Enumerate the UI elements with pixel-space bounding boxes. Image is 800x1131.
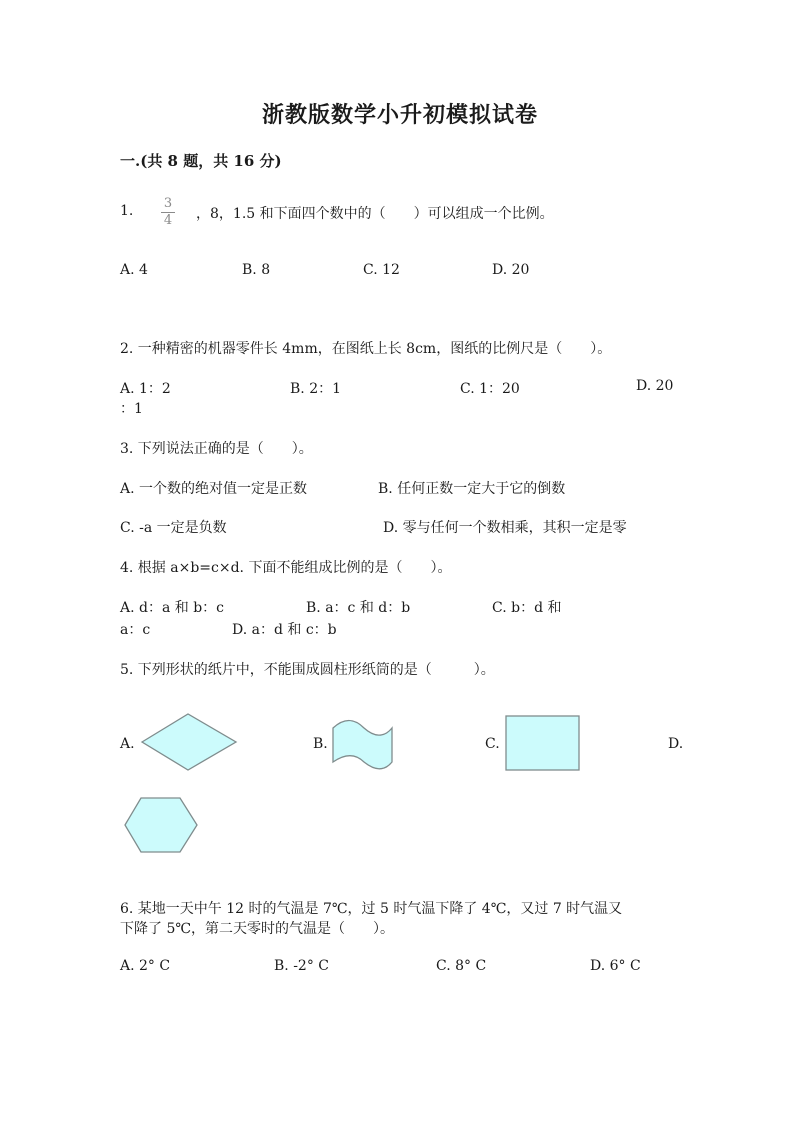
q4-option-c-continuation: a：c	[120, 622, 151, 638]
q4-option-c[interactable]: C. b：d 和	[492, 600, 562, 616]
q5-option-d[interactable]: D.	[668, 736, 684, 752]
q4-option-d[interactable]: D. a：d 和 c：b	[232, 622, 337, 638]
q2-text: 2. 一种精密的机器零件长 4mm，在图纸上长 8cm，图纸的比例尺是（ ）。	[120, 341, 612, 357]
q2-option-d[interactable]: D. 20	[636, 378, 674, 394]
q2-option-d-continuation: ：1	[120, 401, 143, 417]
q6-option-d[interactable]: D. 6° C	[590, 958, 641, 974]
q1-fraction-numerator: 3	[163, 196, 173, 211]
q4-text: 4. 根据 a×b=c×d. 下面不能组成比例的是（ ）。	[120, 560, 452, 576]
q1-number: 1.	[120, 203, 134, 219]
q4-option-b[interactable]: B. a：c 和 d：b	[306, 600, 411, 616]
section-heading: 一.(共 8 题，共 16 分)	[120, 152, 282, 170]
q1-option-d[interactable]: D. 20	[492, 262, 530, 278]
q1-text: ，8，1.5 和下面四个数中的（ ）可以组成一个比例。	[196, 206, 554, 222]
q1-option-b[interactable]: B. 8	[242, 262, 271, 278]
hexagon-shape	[122, 795, 200, 855]
q3-option-b[interactable]: B. 任何正数一定大于它的倒数	[378, 481, 566, 497]
q5-option-c[interactable]: C.	[485, 736, 500, 752]
q3-text: 3. 下列说法正确的是（ ）。	[120, 441, 313, 457]
q1-fraction-denominator: 4	[163, 213, 173, 228]
q5-option-a[interactable]: A.	[120, 736, 135, 752]
q3-option-c[interactable]: C. -a 一定是负数	[120, 520, 227, 536]
q6-option-a[interactable]: A. 2° C	[120, 958, 171, 974]
q4-option-a[interactable]: A. d：a 和 b：c	[120, 600, 225, 616]
q6-option-c[interactable]: C. 8° C	[436, 958, 487, 974]
q5-option-b[interactable]: B.	[313, 736, 328, 752]
q1-option-a[interactable]: A. 4	[120, 262, 148, 278]
q5-text: 5. 下列形状的纸片中，不能围成圆柱形纸筒的是（ ）。	[120, 662, 495, 678]
wavy-flag-shape	[330, 718, 396, 770]
q6-text-line2: 下降了 5℃，第二天零时的气温是（ ）。	[120, 921, 395, 937]
q2-option-a[interactable]: A. 1：2	[120, 381, 171, 397]
q1-fraction	[158, 196, 178, 229]
q2-option-b[interactable]: B. 2：1	[290, 381, 342, 397]
q2-option-c[interactable]: C. 1：20	[460, 381, 520, 397]
page-title: 浙教版数学小升初模拟试卷	[261, 102, 538, 128]
q3-option-d[interactable]: D. 零与任何一个数相乘，其积一定是零	[383, 520, 627, 536]
q6-option-b[interactable]: B. -2° C	[274, 958, 329, 974]
rhombus-shape	[140, 712, 240, 772]
q3-option-a[interactable]: A. 一个数的绝对值一定是正数	[120, 481, 308, 497]
q1-option-c[interactable]: C. 12	[363, 262, 400, 278]
rectangle-shape	[505, 714, 581, 772]
q6-text-line1: 6. 某地一天中午 12 时的气温是 7℃，过 5 时气温下降了 4℃，又过 7 时气温又	[120, 901, 623, 917]
